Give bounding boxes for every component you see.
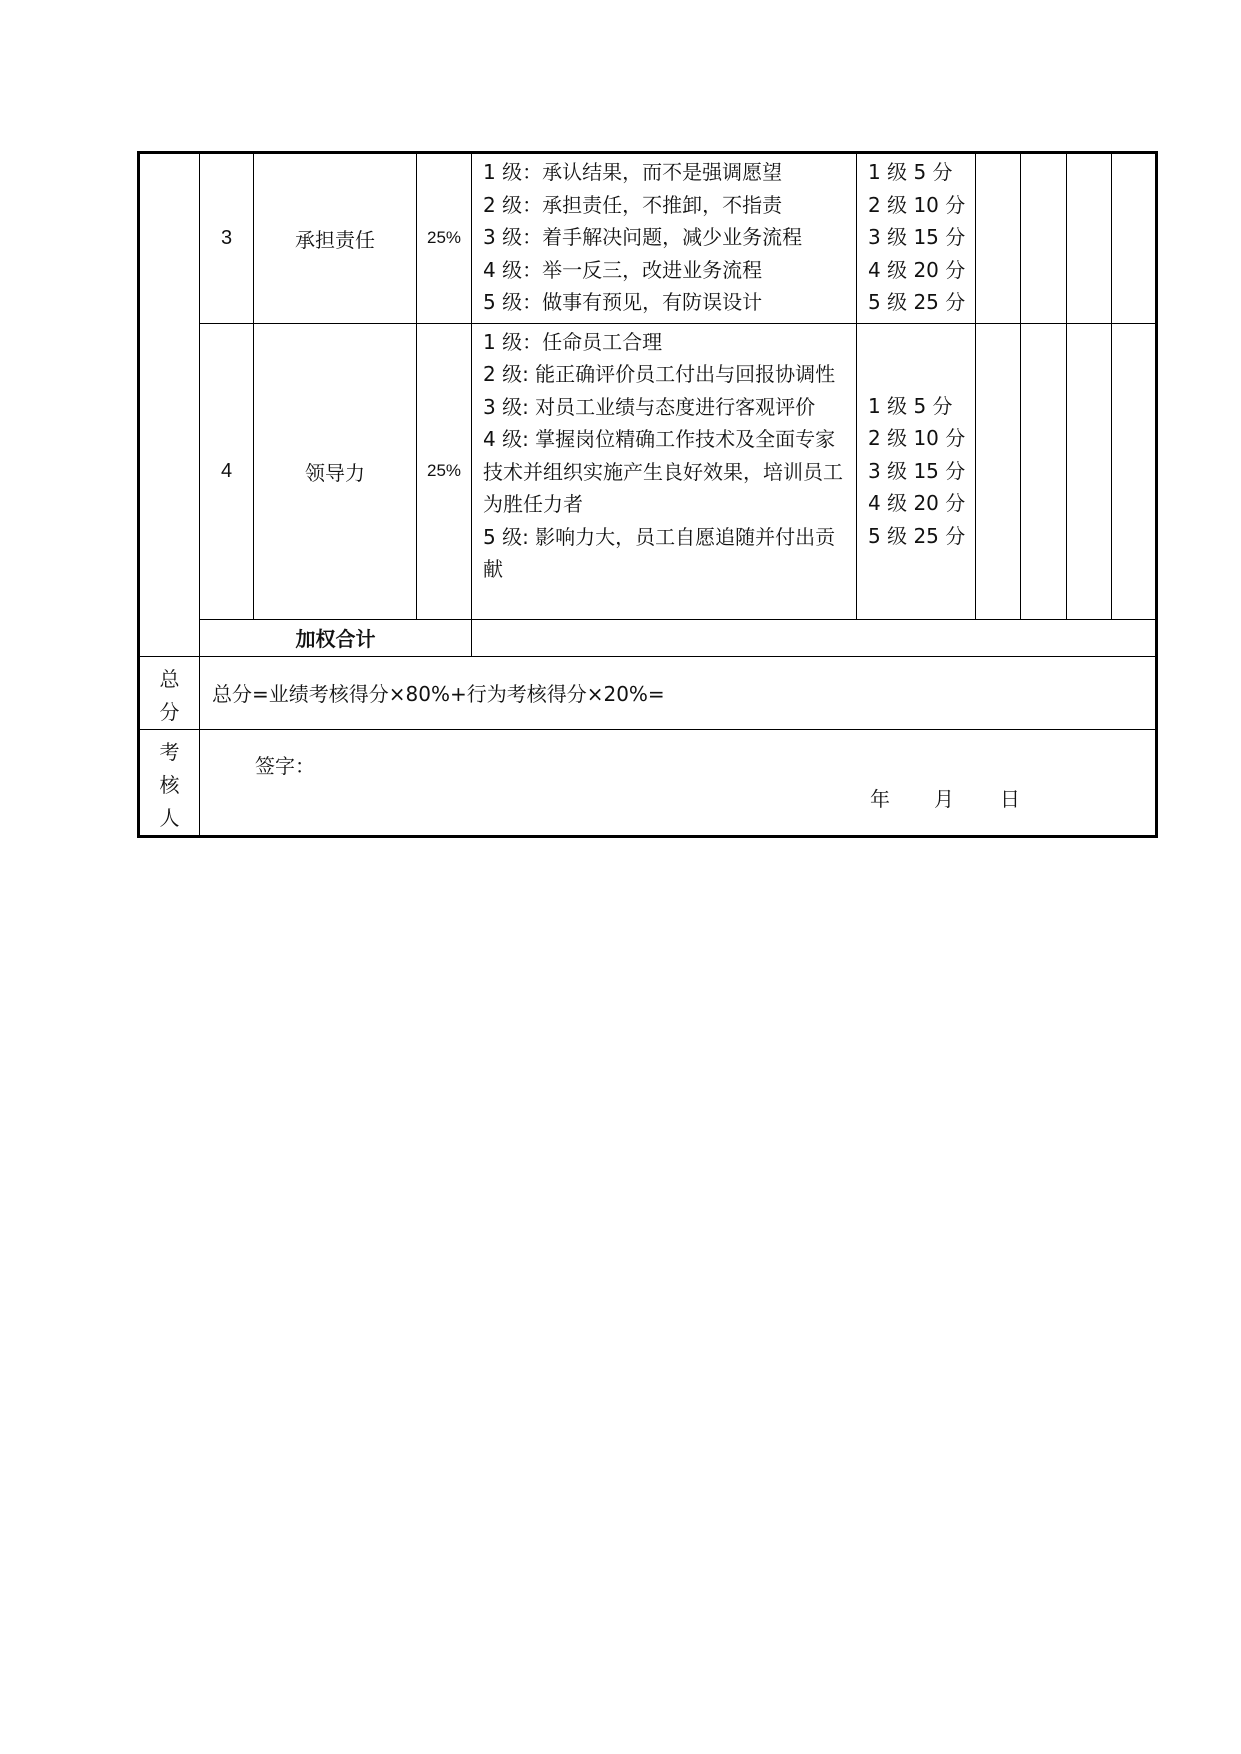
table-row — [139, 153, 1157, 324]
criteria-line: 3 级: 对员工业绩与态度进行客观评价 — [483, 394, 816, 419]
criteria-line: 4 级：举一反三，改进业务流程 — [483, 257, 763, 282]
score-line: 3 级 15 分 — [868, 458, 966, 483]
blank-cell[interactable] — [1021, 153, 1067, 324]
score-line: 5 级 25 分 — [868, 523, 966, 548]
item-number: 3 — [200, 153, 254, 324]
score-line: 1 级 5 分 — [868, 160, 953, 184]
date-year: 年 — [870, 786, 890, 811]
criteria-line: 5 级：做事有预见，有防误设计 — [483, 290, 763, 314]
weighted-total-row — [139, 619, 1157, 656]
score-line: 5 级 25 分 — [868, 290, 966, 314]
criteria-cell — [472, 323, 857, 619]
blank-cell[interactable] — [1021, 323, 1067, 619]
score-line: 2 级 10 分 — [868, 426, 966, 451]
signature-area[interactable] — [200, 729, 1157, 836]
criteria-cell — [472, 153, 857, 324]
criteria-line: 4 级: 掌握岗位精确工作技术及全面专家技术并组织实施产生良好效果，培训员工为胜任力者 — [483, 427, 843, 516]
criteria-line: 2 级：承担责任，不推卸，不指责 — [483, 192, 783, 217]
blank-cell[interactable] — [1067, 323, 1112, 619]
date-day: 日 — [1000, 786, 1020, 811]
assessor-row — [139, 729, 1157, 836]
total-row — [139, 656, 1157, 729]
blank-cell[interactable] — [976, 153, 1021, 324]
date-line — [870, 783, 1020, 812]
total-label: 总 分 — [139, 656, 200, 729]
score-line: 4 级 20 分 — [868, 491, 966, 516]
weighted-total-value[interactable] — [472, 619, 1157, 656]
criteria-line: 1 级：任命员工合理 — [483, 329, 663, 354]
score-cell — [857, 323, 976, 619]
criteria-line: 1 级：承认结果，而不是强调愿望 — [483, 160, 783, 184]
item-weight: 25% — [417, 323, 472, 619]
signature-label: 签字： — [255, 753, 315, 778]
blank-cell[interactable] — [1112, 153, 1157, 324]
item-name: 领导力 — [254, 323, 417, 619]
date-month: 月 — [934, 786, 954, 811]
item-name: 承担责任 — [254, 153, 417, 324]
item-number: 4 — [200, 323, 254, 619]
blank-cell[interactable] — [1067, 153, 1112, 324]
blank-cell[interactable] — [976, 323, 1021, 619]
score-line: 3 级 15 分 — [868, 225, 966, 249]
score-line: 2 级 10 分 — [868, 192, 966, 217]
score-cell — [857, 153, 976, 324]
weighted-total-label: 加权合计 — [200, 619, 472, 656]
score-line: 4 级 20 分 — [868, 257, 966, 282]
category-cell — [139, 153, 200, 657]
assessment-table — [137, 151, 1158, 838]
total-formula: 总分=业绩考核得分×80%+行为考核得分×20%= — [200, 656, 1157, 729]
table-row — [139, 323, 1157, 619]
item-weight: 25% — [417, 153, 472, 324]
assessor-label: 考 核 人 — [139, 729, 200, 836]
criteria-line: 3 级：着手解决问题，减少业务流程 — [483, 225, 803, 249]
criteria-line: 2 级: 能正确评价员工付出与回报协调性 — [483, 362, 836, 386]
blank-cell[interactable] — [1112, 323, 1157, 619]
criteria-line: 5 级: 影响力大，员工自愿追随并付出贡献 — [483, 524, 836, 581]
score-line: 1 级 5 分 — [868, 393, 953, 418]
